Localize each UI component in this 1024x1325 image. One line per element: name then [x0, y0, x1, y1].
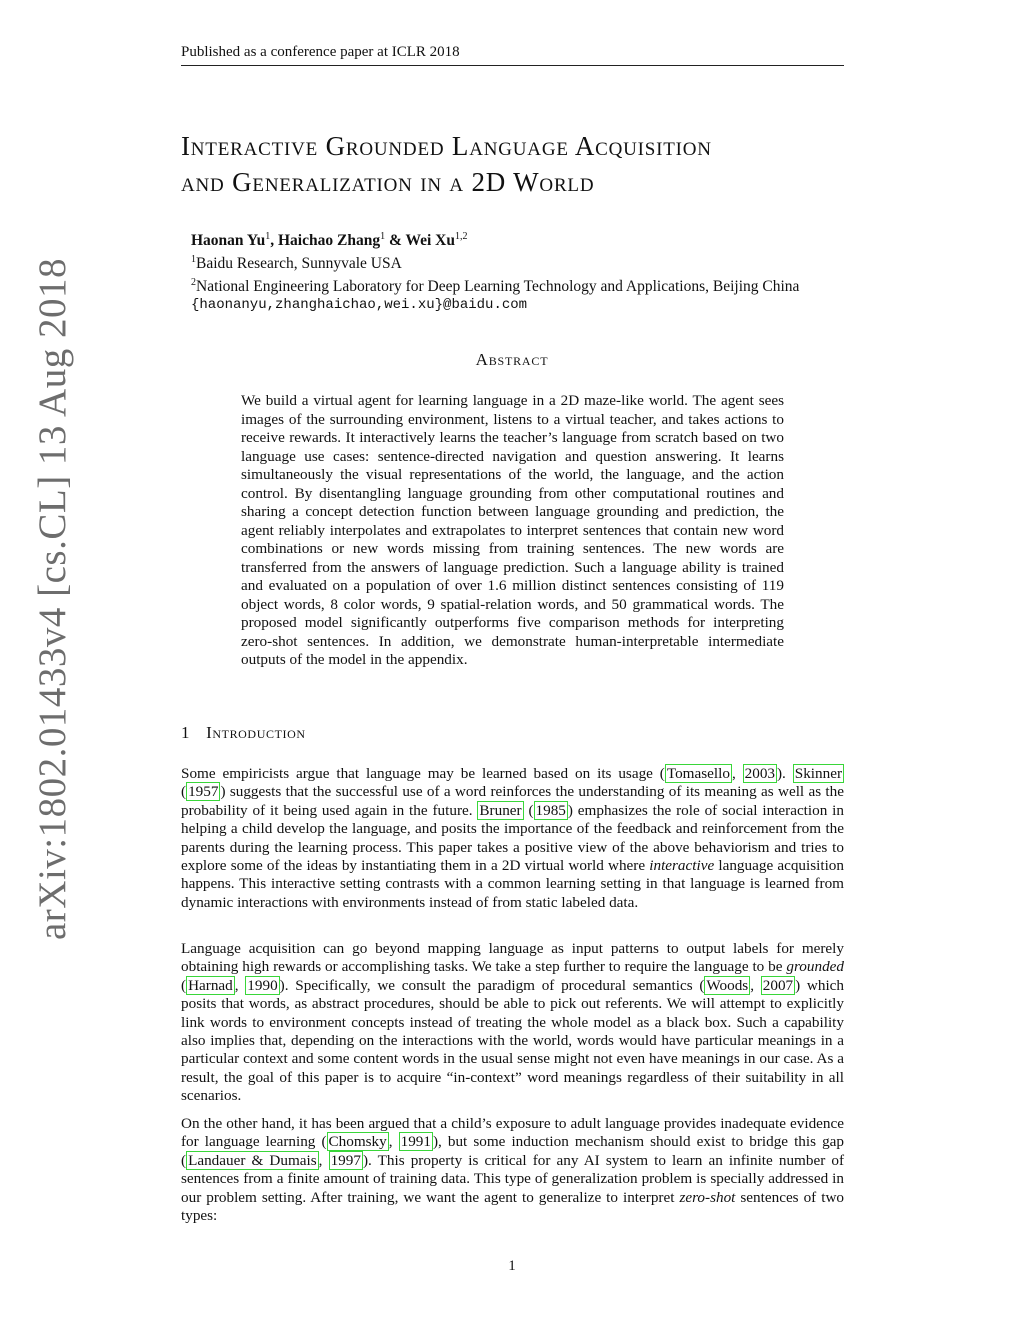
text-run: On the other hand, it has been argued that a child’s exposure to adult language provides inadequate evidence for language learning ( [181, 1115, 844, 1151]
section-title: Introduction [206, 723, 306, 742]
text-run: ). [777, 765, 793, 782]
text-run: ( [523, 801, 534, 819]
affiliation-mark: 1 [191, 254, 196, 266]
text-run: , [388, 1133, 399, 1151]
arxiv-stamp: arXiv:1802.01433v4 [cs.CL] 13 Aug 2018 [31, 258, 74, 940]
header-rule [181, 65, 844, 66]
text-run: language acquisition happens. This interactive setting contrasts with a common learning setting in that language is learned from dynamic interactions with environments instead of from static labeled data. [181, 857, 844, 911]
citation-link[interactable]: 1985 [535, 801, 566, 819]
text-run: ) emphasizes the role of social interaction in helping a child develop the language, and posits the importance of the feedback and reinforcement from the parents during the learning process. This paper takes a positive view of the above behaviorism and tries to explore some of the ideas by instantiating them in a 2D virtual world where [181, 801, 844, 875]
paper-title [181, 128, 861, 200]
citation-link[interactable]: 1991 [400, 1133, 431, 1151]
abstract-body: We build a virtual agent for learning language in a 2D maze-like world. The agent sees images of the surrounding environment, listens to a virtual teacher, and takes actions to receive rewards. It interactively learns the teacher’s language from scratch based on two language use cases: sentence-directed navigation and question answering. It learns simultaneously the visual representations of the world, the language, and the action control. By disentangling language grounding from other computational routines and sharing a concept detection function between language grounding and prediction, the agent reliably interpolates and extrapolates to interpret sentences that contain new word combinations or new words missing from training sentences. The new words are transferred from the answers of language prediction. Such a language ability is trained and evaluated on a population of over 1.6 million distinct sentences consisting of 119 object words, 8 color words, 9 spatial-relation words, and 50 grammatical words. The proposed model significantly outperforms five comparison methods for interpreting zero-shot sentences. In addition, we demonstrate human-interpretable intermediate outputs of the model in the appendix. [241, 392, 784, 668]
affiliation-mark: 2 [191, 277, 196, 289]
emphasis: grounded [786, 958, 844, 976]
author-affiliation-mark: 1 [265, 231, 271, 242]
citation-link[interactable]: Chomsky [328, 1133, 387, 1151]
text-run: ). Specifically, we consult the paradigm of procedural semantics ( [279, 976, 705, 994]
intro-paragraph-3 [181, 1115, 844, 1225]
citation-link[interactable]: 1997 [330, 1151, 361, 1169]
text-run: , [750, 976, 761, 994]
citation-link[interactable]: Woods [706, 976, 749, 994]
citation-link[interactable]: Skinner [794, 765, 842, 782]
affiliation-1 [191, 250, 871, 273]
affiliation-text: Baidu Research, Sunnyvale USA [196, 255, 402, 273]
intro-paragraph-1 [181, 765, 844, 912]
emphasis: interactive [649, 857, 715, 875]
text-run: Some empiricists argue that language may be learned based on its usage ( [181, 765, 665, 782]
author-name: Haichao Zhang [278, 232, 381, 250]
title-line-1: Interactive Grounded Language Acquisition [181, 131, 712, 161]
author-affiliation-mark: 1,2 [455, 231, 468, 242]
author-names [191, 227, 871, 250]
abstract-heading: Abstract [475, 350, 549, 369]
text-run: , [234, 976, 246, 994]
title-line-2: and Generalization in a 2D World [181, 167, 595, 197]
text-run: ) which posits that words, as abstract procedures, should be able to pick out referents. We will attempt to explicitly link words to environment concepts instead of treating the whole model as a black box. Such a capability also implies that, depending on the interactions with the world, words would have particular meanings in a particular context and some content words in the usual sense might not even have meanings in our case. As a result, the goal of this paper is to acquire “in-context” word meanings regardless of their suitability in all scenarios. [181, 976, 845, 1105]
author-block [191, 227, 871, 315]
text-run: ( [181, 783, 187, 801]
citation-link[interactable]: 1990 [247, 976, 278, 994]
citation-link[interactable]: 2007 [762, 976, 794, 994]
text-run: Language acquisition can go beyond mapping language as input patterns to output labels for merely obtaining high rewards or accomplishing tasks. We take a step further to require the language to be [181, 940, 844, 976]
author-separator: & [385, 232, 406, 250]
affiliation-2 [191, 273, 871, 296]
citation-link[interactable]: Tomasello [666, 765, 730, 782]
text-run: ), but some induction mechanism should exist to bridge this gap ( [181, 1133, 845, 1169]
intro-paragraph-2 [181, 940, 844, 1106]
page-number: 1 [508, 1258, 516, 1274]
section-number: 1 [181, 723, 191, 742]
citation-link[interactable]: Landauer & Dumais [188, 1151, 317, 1169]
text-run: ). This property is critical for any AI system to learn an infinite number of sentences from a finite amount of training data. This type of generalization problem is specially addressed in our problem setting. After training, we want the agent to generalize to interpret [181, 1151, 845, 1206]
citation-link[interactable]: 1957 [188, 783, 219, 801]
section-heading [181, 723, 306, 743]
text-run: , [731, 765, 743, 782]
author-emails: {haonanyu,zhanghaichao,wei.xu}@baidu.com [191, 297, 528, 314]
text-run: ) suggests that the successful use of a word reinforces the understanding of its meaning as well as the probability of it being used again in the future. [181, 783, 844, 819]
citation-link[interactable]: 2003 [744, 765, 775, 782]
affiliation-text: National Engineering Laboratory for Deep Learning Technology and Applications, Beijing China [196, 278, 800, 296]
text-run: , [318, 1151, 329, 1169]
running-header: Published as a conference paper at ICLR 2018 [181, 44, 460, 60]
author-separator: , [270, 232, 278, 250]
citation-link[interactable]: Harnad [188, 976, 233, 994]
emphasis: zero-shot [679, 1188, 736, 1206]
author-name: Wei Xu [405, 232, 455, 250]
text-run: ( [181, 976, 187, 994]
text-run: sentences of two types: [181, 1188, 845, 1225]
author-name: Haonan Yu [191, 232, 266, 250]
citation-link[interactable]: Bruner [479, 801, 522, 819]
author-affiliation-mark: 1 [380, 231, 386, 242]
